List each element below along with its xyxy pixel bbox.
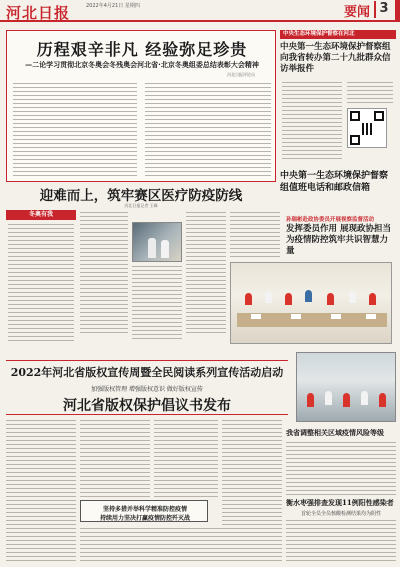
lower-body-1	[6, 420, 76, 564]
inspection-body	[282, 82, 342, 162]
inspection-column	[280, 30, 396, 39]
lead-byline: 河北日报评论员	[227, 72, 255, 77]
newspaper-logo: 河北日报	[6, 4, 71, 22]
lead-article	[6, 30, 276, 182]
students-photo	[296, 352, 396, 422]
issue-date: 2022年4月21日 星期四	[86, 3, 140, 9]
copyright-week-headline: 2022年河北省版权宣传周暨全民阅读系列宣传活动启动	[10, 366, 284, 379]
column-box	[6, 210, 76, 344]
epidemic-box-line-1: 坚持多措并举科学精准防控疫情	[102, 506, 187, 513]
feature-body-1	[80, 212, 128, 336]
lower-body-3	[154, 420, 218, 500]
section-divider	[6, 360, 288, 361]
hengshui-body	[286, 520, 396, 564]
column-body	[8, 224, 74, 344]
hengshui-headline: 衡水枣强排查发现11例阳性感染者	[286, 498, 394, 507]
section-title: 要闻	[343, 5, 370, 20]
doctor-photo	[132, 222, 182, 262]
risk-level-body	[286, 442, 396, 498]
lower-body-2	[80, 420, 150, 500]
section-divider-2	[6, 414, 288, 415]
column-head: 冬奥有我	[6, 210, 76, 220]
page-number: 3	[374, 1, 392, 18]
lead-headline: 历程艰辛非凡 经验弥足珍贵	[36, 40, 248, 59]
feature-body-4	[230, 212, 280, 260]
risk-level-headline: 我省调整相关区域疫情风险等级	[286, 428, 384, 437]
masthead	[0, 0, 400, 22]
epidemic-body	[80, 528, 280, 564]
epidemic-box-line-2: 持续用力坚决打赢疫情防控歼灭战	[99, 515, 190, 522]
feature-body-2	[132, 266, 182, 342]
lead-subheadline: —二论学习贯彻北京冬奥会冬残奥会河北省·北京冬奥组委总结表彰大会精神	[25, 61, 259, 69]
copyright-subhead: 河北省版权保护倡议书发布	[63, 398, 231, 414]
hotline-headline: 中央第一生态环境保护督察组值班电话和邮政信箱	[280, 171, 389, 193]
feature-headline: 迎难而上，筑牢赛区医疗防疫防线	[39, 188, 243, 204]
lead-body-column-1	[13, 83, 137, 179]
children-reading-photo	[230, 262, 392, 344]
feature-byline: 河北日报记者 王峰	[124, 203, 158, 208]
inspection-kicker: 孙瑞彬赴政协委员开展视察监督活动	[286, 217, 375, 223]
qr-code-icon[interactable]	[347, 108, 387, 148]
inspection-tag: 中央生态环境保护督察在河北	[280, 30, 396, 39]
inspection-article-headline: 发挥委员作用 展现政协担当 为疫情防控筑牢共识智慧力量	[286, 224, 391, 256]
lead-body-column-2	[145, 83, 271, 179]
inspection-headline: 中央第一生态环境保护督察组向我省转办第二十九批群众信访举报件	[280, 42, 391, 74]
feature-body-3	[186, 212, 226, 336]
copyright-kicker: 加强版权管理 增强版权意识 做好版权宣传	[91, 386, 203, 393]
hengshui-subhead: 首轮全员全员核酸检测结果均为阴性	[300, 511, 381, 517]
inspection-body-2	[347, 82, 393, 106]
epidemic-box	[80, 500, 208, 522]
masthead-accent-bar	[395, 0, 400, 20]
